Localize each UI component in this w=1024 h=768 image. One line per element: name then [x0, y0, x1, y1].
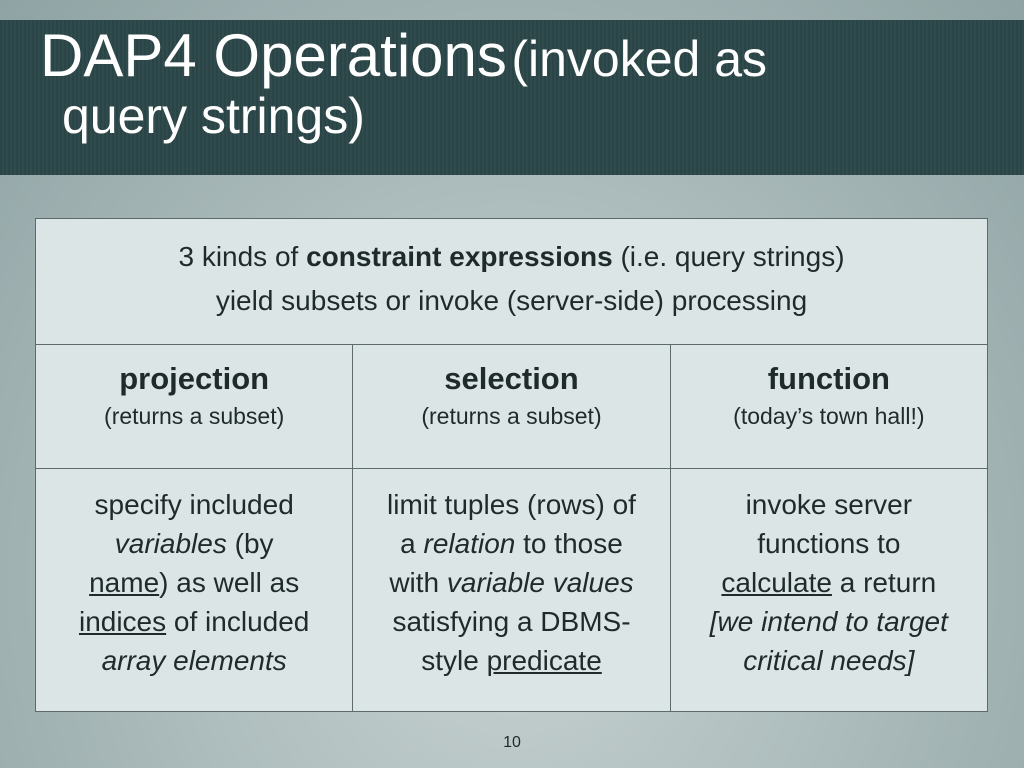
title-sub-part1: (invoked as: [511, 31, 768, 87]
desc-text: with: [389, 567, 440, 598]
header-bold: constraint expressions: [306, 241, 613, 272]
desc-underlined: calculate: [721, 567, 832, 598]
desc-underlined: predicate: [486, 645, 602, 676]
kind-name: projection: [119, 361, 270, 396]
kind-cell-function: [670, 345, 987, 469]
desc-text: to those: [523, 528, 623, 559]
title-sub-part2: query strings): [62, 87, 365, 144]
desc-text: functions to: [757, 528, 901, 559]
desc-italic: critical needs]: [743, 645, 915, 676]
desc-text: a return: [839, 567, 937, 598]
header-line2: yield subsets or invoke (server-side) processing: [215, 285, 808, 316]
kind-cell-selection: [353, 345, 670, 469]
kind-name: function: [767, 361, 890, 396]
desc-italic: [we intend to target: [709, 606, 948, 637]
desc-text: limit tuples (rows) of: [387, 489, 636, 520]
desc-text: ) as well as: [159, 567, 300, 598]
desc-underlined: name: [89, 567, 160, 598]
desc-text: a: [400, 528, 416, 559]
desc-text: of included: [173, 606, 310, 637]
desc-text: satisfying a DBMS-: [392, 606, 631, 637]
desc-text: invoke server: [745, 489, 913, 520]
kind-cell-projection: [36, 345, 353, 469]
desc-italic: relation: [423, 528, 516, 559]
kind-name: selection: [444, 361, 579, 396]
desc-italic: array elements: [101, 645, 287, 676]
desc-underlined: indices: [78, 606, 167, 637]
desc-text: style: [421, 645, 479, 676]
kind-note: (returns a subset): [104, 403, 285, 429]
operations-table: [35, 218, 988, 712]
desc-cell-projection: [36, 469, 353, 712]
title-main: DAP4 Operations: [40, 22, 507, 89]
table-header-cell: [36, 219, 988, 345]
page-number: 10: [503, 734, 521, 751]
header-suffix: (i.e. query strings): [620, 241, 845, 272]
header-prefix: 3 kinds of: [178, 241, 299, 272]
desc-cell-selection: [353, 469, 670, 712]
desc-italic: variable values: [446, 567, 634, 598]
desc-italic: variables: [114, 528, 227, 559]
slide-title: [40, 24, 1000, 143]
desc-cell-function: [670, 469, 987, 712]
desc-text: (by: [234, 528, 274, 559]
desc-text: specify included: [94, 489, 294, 520]
kind-note: (returns a subset): [421, 403, 602, 429]
kind-note: (today’s town hall!): [733, 403, 925, 429]
